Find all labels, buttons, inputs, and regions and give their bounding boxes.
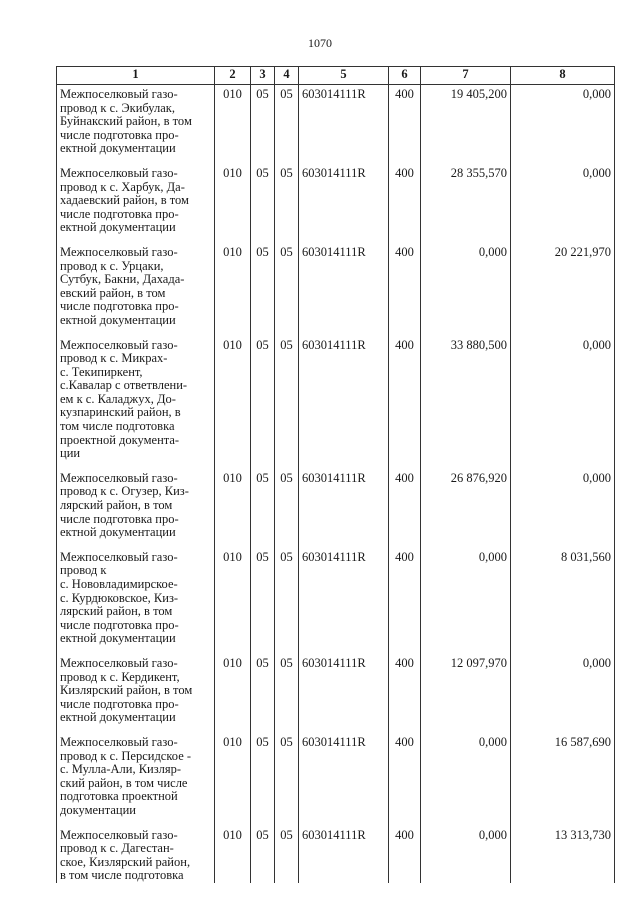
cell-target-article: 603014111R xyxy=(299,826,389,883)
table-body xyxy=(57,85,615,883)
cell-section: 05 xyxy=(251,548,275,654)
cell-amount-year2: 20 221,970 xyxy=(511,243,615,336)
cell-name: Межпоселковый газо- провод к с. Микрах- с. Текипиркент, с.Кавалар с ответвлени- ем к с. Каладжух, До- кузпаринский район, в том числе подготовка проектной документа- ции xyxy=(57,336,215,469)
cell-expense-type: 400 xyxy=(389,336,421,469)
table-row xyxy=(57,336,615,469)
table-row xyxy=(57,85,615,164)
cell-target-article: 603014111R xyxy=(299,548,389,654)
cell-gov: 010 xyxy=(215,336,251,469)
cell-subsection: 05 xyxy=(275,826,299,883)
cell-amount-year1: 19 405,200 xyxy=(421,85,511,164)
cell-amount-year1: 0,000 xyxy=(421,548,511,654)
cell-gov: 010 xyxy=(215,85,251,164)
cell-name: Межпоселковый газо- провод к с. Урцаки, Сутбук, Бакни, Дахада- евский район, в том числе подготовка про- ектной документации xyxy=(57,243,215,336)
cell-amount-year1: 33 880,500 xyxy=(421,336,511,469)
cell-amount-year1: 12 097,970 xyxy=(421,654,511,733)
cell-name: Межпоселковый газо- провод к с. Харбук, Да- хадаевский район, в том числе подготовка про- ектной документации xyxy=(57,164,215,243)
cell-expense-type: 400 xyxy=(389,654,421,733)
cell-section: 05 xyxy=(251,826,275,883)
cell-gov: 010 xyxy=(215,733,251,826)
cell-subsection: 05 xyxy=(275,548,299,654)
cell-name: Межпоселковый газо- провод к с. Экибулак, Буйнакский район, в том числе подготовка про- ектной документации xyxy=(57,85,215,164)
column-header-6: 6 xyxy=(389,67,421,85)
cell-subsection: 05 xyxy=(275,336,299,469)
cell-amount-year2: 0,000 xyxy=(511,164,615,243)
table-row xyxy=(57,548,615,654)
column-header-4: 4 xyxy=(275,67,299,85)
page-number: 1070 xyxy=(308,36,332,50)
cell-subsection: 05 xyxy=(275,654,299,733)
cell-amount-year1: 0,000 xyxy=(421,733,511,826)
cell-amount-year2: 0,000 xyxy=(511,85,615,164)
cell-target-article: 603014111R xyxy=(299,164,389,243)
cell-subsection: 05 xyxy=(275,85,299,164)
cell-expense-type: 400 xyxy=(389,164,421,243)
cell-section: 05 xyxy=(251,243,275,336)
cell-name: Межпоселковый газо- провод к с. Персидское - с. Мулла-Али, Кизляр- ский район, в том числе подготовка проектной документации xyxy=(57,733,215,826)
table-row xyxy=(57,826,615,883)
cell-target-article: 603014111R xyxy=(299,336,389,469)
column-header-1: 1 xyxy=(57,67,215,85)
cell-target-article: 603014111R xyxy=(299,469,389,548)
cell-section: 05 xyxy=(251,654,275,733)
cell-name: Межпоселковый газо- провод к с. Кердикент, Кизлярский район, в том числе подготовка про- ектной документации xyxy=(57,654,215,733)
cell-expense-type: 400 xyxy=(389,469,421,548)
cell-name: Межпоселковый газо- провод к с. Дагестан- ское, Кизлярский район, в том числе подготовка xyxy=(57,826,215,883)
column-header-2: 2 xyxy=(215,67,251,85)
table-row xyxy=(57,164,615,243)
table-row xyxy=(57,733,615,826)
cell-expense-type: 400 xyxy=(389,733,421,826)
cell-gov: 010 xyxy=(215,548,251,654)
table-row xyxy=(57,469,615,548)
cell-expense-type: 400 xyxy=(389,85,421,164)
cell-gov: 010 xyxy=(215,243,251,336)
cell-name: Межпоселковый газо- провод к с. Огузер, Киз- лярский район, в том числе подготовка про- ектной документации xyxy=(57,469,215,548)
cell-section: 05 xyxy=(251,336,275,469)
column-header-5: 5 xyxy=(299,67,389,85)
table-row xyxy=(57,654,615,733)
cell-amount-year1: 28 355,570 xyxy=(421,164,511,243)
cell-expense-type: 400 xyxy=(389,826,421,883)
cell-gov: 010 xyxy=(215,654,251,733)
cell-name: Межпоселковый газо- провод к с. Нововладимирское- с. Курдюковское, Киз- лярский район, в том числе подготовка про- ектной документации xyxy=(57,548,215,654)
cell-expense-type: 400 xyxy=(389,243,421,336)
cell-amount-year1: 26 876,920 xyxy=(421,469,511,548)
cell-target-article: 603014111R xyxy=(299,733,389,826)
cell-section: 05 xyxy=(251,733,275,826)
cell-amount-year2: 0,000 xyxy=(511,654,615,733)
column-header-8: 8 xyxy=(511,67,615,85)
cell-section: 05 xyxy=(251,469,275,548)
cell-amount-year2: 0,000 xyxy=(511,469,615,548)
cell-expense-type: 400 xyxy=(389,548,421,654)
cell-gov: 010 xyxy=(215,826,251,883)
cell-target-article: 603014111R xyxy=(299,243,389,336)
cell-subsection: 05 xyxy=(275,243,299,336)
table-row xyxy=(57,243,615,336)
cell-gov: 010 xyxy=(215,164,251,243)
cell-amount-year1: 0,000 xyxy=(421,826,511,883)
cell-subsection: 05 xyxy=(275,469,299,548)
cell-target-article: 603014111R xyxy=(299,654,389,733)
budget-table xyxy=(56,66,615,883)
cell-target-article: 603014111R xyxy=(299,85,389,164)
column-header-3: 3 xyxy=(251,67,275,85)
cell-amount-year2: 16 587,690 xyxy=(511,733,615,826)
cell-amount-year1: 0,000 xyxy=(421,243,511,336)
cell-gov: 010 xyxy=(215,469,251,548)
cell-amount-year2: 0,000 xyxy=(511,336,615,469)
cell-subsection: 05 xyxy=(275,733,299,826)
header-row xyxy=(57,67,615,85)
column-header-7: 7 xyxy=(421,67,511,85)
cell-section: 05 xyxy=(251,85,275,164)
cell-amount-year2: 8 031,560 xyxy=(511,548,615,654)
cell-section: 05 xyxy=(251,164,275,243)
cell-subsection: 05 xyxy=(275,164,299,243)
cell-amount-year2: 13 313,730 xyxy=(511,826,615,883)
